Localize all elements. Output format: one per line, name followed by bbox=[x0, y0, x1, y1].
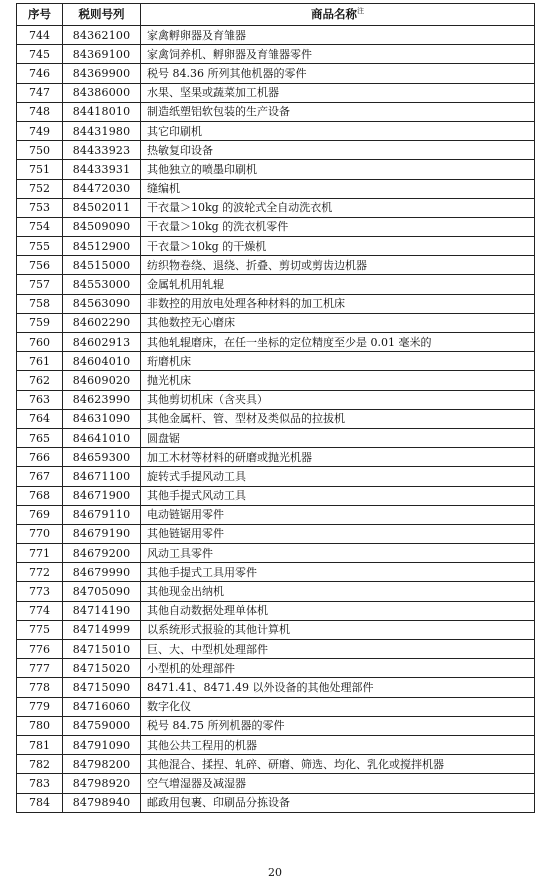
serial-number-cell: 779 bbox=[17, 697, 63, 716]
tariff-code-cell: 84418010 bbox=[63, 102, 141, 121]
commodity-name-cell: 税号 84.36 所列其他机器的零件 bbox=[141, 64, 535, 83]
serial-number-cell: 769 bbox=[17, 505, 63, 524]
commodity-name-cell: 纺织物卷绕、退绕、折叠、剪切或剪齿边机器 bbox=[141, 256, 535, 275]
table-row bbox=[17, 659, 535, 678]
commodity-name-cell: 制造纸塑铝软包装的生产设备 bbox=[141, 102, 535, 121]
tariff-code-cell: 84509090 bbox=[63, 217, 141, 236]
commodity-name-cell: 空气增湿器及减湿器 bbox=[141, 774, 535, 793]
serial-number-cell: 750 bbox=[17, 141, 63, 160]
table-row bbox=[17, 563, 535, 582]
serial-number-cell: 768 bbox=[17, 486, 63, 505]
table-row bbox=[17, 467, 535, 486]
tariff-code-cell: 84433923 bbox=[63, 141, 141, 160]
tariff-code-cell: 84609020 bbox=[63, 371, 141, 390]
header-commodity-name bbox=[141, 4, 535, 26]
commodity-name-cell: 干衣量＞10kg 的干燥机 bbox=[141, 237, 535, 256]
table-header-row bbox=[17, 4, 535, 26]
table-row bbox=[17, 793, 535, 812]
table-row bbox=[17, 217, 535, 236]
commodity-name-cell: 电动链锯用零件 bbox=[141, 505, 535, 524]
serial-number-cell: 784 bbox=[17, 793, 63, 812]
tariff-code-cell: 84362100 bbox=[63, 26, 141, 45]
serial-number-cell: 761 bbox=[17, 352, 63, 371]
serial-number-cell: 751 bbox=[17, 160, 63, 179]
commodity-name-cell: 其他手提式工具用零件 bbox=[141, 563, 535, 582]
serial-number-cell: 749 bbox=[17, 121, 63, 140]
tariff-code-cell: 84431980 bbox=[63, 121, 141, 140]
header-tariff-code: 税则号列 bbox=[63, 4, 141, 26]
serial-number-cell: 757 bbox=[17, 275, 63, 294]
commodity-name-cell: 其他混合、揉捏、轧碎、研磨、筛选、均化、乳化或搅拌机器 bbox=[141, 755, 535, 774]
table-row bbox=[17, 409, 535, 428]
table-row bbox=[17, 141, 535, 160]
tariff-code-cell: 84631090 bbox=[63, 409, 141, 428]
table-row bbox=[17, 601, 535, 620]
commodity-name-cell: 水果、坚果或蔬菜加工机器 bbox=[141, 83, 535, 102]
serial-number-cell: 759 bbox=[17, 313, 63, 332]
table-row bbox=[17, 83, 535, 102]
tariff-code-cell: 84502011 bbox=[63, 198, 141, 217]
tariff-code-cell: 84515000 bbox=[63, 256, 141, 275]
tariff-code-cell: 84714999 bbox=[63, 620, 141, 639]
table-row bbox=[17, 179, 535, 198]
table-row bbox=[17, 486, 535, 505]
commodity-name-cell: 小型机的处理部件 bbox=[141, 659, 535, 678]
tariff-code-cell: 84715010 bbox=[63, 640, 141, 659]
serial-number-cell: 778 bbox=[17, 678, 63, 697]
table-row bbox=[17, 544, 535, 563]
table-row bbox=[17, 582, 535, 601]
serial-number-cell: 777 bbox=[17, 659, 63, 678]
serial-number-cell: 764 bbox=[17, 409, 63, 428]
tariff-code-cell: 84472030 bbox=[63, 179, 141, 198]
tariff-code-cell: 84705090 bbox=[63, 582, 141, 601]
serial-number-cell: 762 bbox=[17, 371, 63, 390]
tariff-code-cell: 84602913 bbox=[63, 333, 141, 352]
serial-number-cell: 771 bbox=[17, 544, 63, 563]
tariff-code-cell: 84386000 bbox=[63, 83, 141, 102]
serial-number-cell: 744 bbox=[17, 26, 63, 45]
serial-number-cell: 756 bbox=[17, 256, 63, 275]
table-row bbox=[17, 275, 535, 294]
tariff-code-cell: 84553000 bbox=[63, 275, 141, 294]
serial-number-cell: 766 bbox=[17, 448, 63, 467]
tariff-table bbox=[16, 3, 535, 813]
table-row bbox=[17, 313, 535, 332]
table-row bbox=[17, 755, 535, 774]
commodity-name-cell: 金属轧机用轧辊 bbox=[141, 275, 535, 294]
header-serial-number: 序号 bbox=[17, 4, 63, 26]
serial-number-cell: 745 bbox=[17, 45, 63, 64]
tariff-code-cell: 84369900 bbox=[63, 64, 141, 83]
table-body bbox=[17, 26, 535, 813]
tariff-code-cell: 84369100 bbox=[63, 45, 141, 64]
tariff-code-cell: 84602290 bbox=[63, 313, 141, 332]
commodity-name-cell: 其他数控无心磨床 bbox=[141, 313, 535, 332]
header-commodity-name-label: 商品名称 bbox=[311, 7, 357, 22]
commodity-name-cell: 数字化仪 bbox=[141, 697, 535, 716]
table-row bbox=[17, 640, 535, 659]
header-note-marker: 注 bbox=[357, 7, 364, 16]
commodity-name-cell: 税号 84.75 所列机器的零件 bbox=[141, 716, 535, 735]
table-row bbox=[17, 524, 535, 543]
serial-number-cell: 765 bbox=[17, 428, 63, 447]
commodity-name-cell: 圆盘锯 bbox=[141, 428, 535, 447]
tariff-code-cell: 84679110 bbox=[63, 505, 141, 524]
serial-number-cell: 781 bbox=[17, 735, 63, 754]
commodity-name-cell: 干衣量＞10kg 的波轮式全自动洗衣机 bbox=[141, 198, 535, 217]
table-row bbox=[17, 716, 535, 735]
serial-number-cell: 775 bbox=[17, 620, 63, 639]
serial-number-cell: 748 bbox=[17, 102, 63, 121]
page-number: 20 bbox=[268, 866, 282, 879]
table-row bbox=[17, 121, 535, 140]
commodity-name-cell: 旋转式手提风动工具 bbox=[141, 467, 535, 486]
table-row bbox=[17, 294, 535, 313]
commodity-name-cell: 缝编机 bbox=[141, 179, 535, 198]
commodity-name-cell: 热敏复印设备 bbox=[141, 141, 535, 160]
serial-number-cell: 754 bbox=[17, 217, 63, 236]
table-row bbox=[17, 45, 535, 64]
tariff-code-cell: 84671100 bbox=[63, 467, 141, 486]
tariff-code-cell: 84791090 bbox=[63, 735, 141, 754]
table-row bbox=[17, 64, 535, 83]
commodity-name-cell: 其他手提式风动工具 bbox=[141, 486, 535, 505]
commodity-name-cell: 家禽饲养机、孵卵器及育雏器零件 bbox=[141, 45, 535, 64]
serial-number-cell: 772 bbox=[17, 563, 63, 582]
serial-number-cell: 752 bbox=[17, 179, 63, 198]
commodity-name-cell: 家禽孵卵器及育雏器 bbox=[141, 26, 535, 45]
tariff-code-cell: 84563090 bbox=[63, 294, 141, 313]
commodity-name-cell: 8471.41、8471.49 以外设备的其他处理部件 bbox=[141, 678, 535, 697]
table-row bbox=[17, 102, 535, 121]
commodity-name-cell: 其他剪切机床（含夹具） bbox=[141, 390, 535, 409]
commodity-name-cell: 其他轧辊磨床，在任一坐标的定位精度至少是 0.01 毫米的 bbox=[141, 333, 535, 352]
table-row bbox=[17, 256, 535, 275]
commodity-name-cell: 非数控的用放电处理各种材料的加工机床 bbox=[141, 294, 535, 313]
table-row bbox=[17, 678, 535, 697]
table-row bbox=[17, 505, 535, 524]
serial-number-cell: 782 bbox=[17, 755, 63, 774]
tariff-code-cell: 84798200 bbox=[63, 755, 141, 774]
tariff-code-cell: 84679190 bbox=[63, 524, 141, 543]
table-row bbox=[17, 774, 535, 793]
commodity-name-cell: 抛光机床 bbox=[141, 371, 535, 390]
serial-number-cell: 767 bbox=[17, 467, 63, 486]
table-row bbox=[17, 735, 535, 754]
commodity-name-cell: 其它印刷机 bbox=[141, 121, 535, 140]
table-row bbox=[17, 371, 535, 390]
commodity-name-cell: 以系统形式报验的其他计算机 bbox=[141, 620, 535, 639]
commodity-name-cell: 其他自动数据处理单体机 bbox=[141, 601, 535, 620]
table-row bbox=[17, 620, 535, 639]
commodity-name-cell: 邮政用包裹、印刷品分拣设备 bbox=[141, 793, 535, 812]
tariff-code-cell: 84679990 bbox=[63, 563, 141, 582]
table-row bbox=[17, 428, 535, 447]
tariff-code-cell: 84798940 bbox=[63, 793, 141, 812]
serial-number-cell: 776 bbox=[17, 640, 63, 659]
serial-number-cell: 760 bbox=[17, 333, 63, 352]
tariff-code-cell: 84659300 bbox=[63, 448, 141, 467]
tariff-code-cell: 84715090 bbox=[63, 678, 141, 697]
commodity-name-cell: 干衣量＞10kg 的洗衣机零件 bbox=[141, 217, 535, 236]
commodity-name-cell: 其他独立的喷墨印刷机 bbox=[141, 160, 535, 179]
serial-number-cell: 770 bbox=[17, 524, 63, 543]
table-row bbox=[17, 237, 535, 256]
tariff-code-cell: 84671900 bbox=[63, 486, 141, 505]
commodity-name-cell: 巨、大、中型机处理部件 bbox=[141, 640, 535, 659]
table-row bbox=[17, 160, 535, 179]
commodity-name-cell: 其他现金出纳机 bbox=[141, 582, 535, 601]
tariff-code-cell: 84623990 bbox=[63, 390, 141, 409]
commodity-name-cell: 其他链锯用零件 bbox=[141, 524, 535, 543]
table-row bbox=[17, 448, 535, 467]
tariff-code-cell: 84512900 bbox=[63, 237, 141, 256]
commodity-name-cell: 风动工具零件 bbox=[141, 544, 535, 563]
commodity-name-cell: 加工木材等材料的研磨或抛光机器 bbox=[141, 448, 535, 467]
serial-number-cell: 783 bbox=[17, 774, 63, 793]
commodity-name-cell: 其他公共工程用的机器 bbox=[141, 735, 535, 754]
tariff-code-cell: 84433931 bbox=[63, 160, 141, 179]
tariff-code-cell: 84714190 bbox=[63, 601, 141, 620]
tariff-code-cell: 84604010 bbox=[63, 352, 141, 371]
serial-number-cell: 773 bbox=[17, 582, 63, 601]
tariff-code-cell: 84716060 bbox=[63, 697, 141, 716]
serial-number-cell: 774 bbox=[17, 601, 63, 620]
serial-number-cell: 758 bbox=[17, 294, 63, 313]
table-row bbox=[17, 390, 535, 409]
tariff-code-cell: 84641010 bbox=[63, 428, 141, 447]
serial-number-cell: 755 bbox=[17, 237, 63, 256]
tariff-code-cell: 84715020 bbox=[63, 659, 141, 678]
serial-number-cell: 780 bbox=[17, 716, 63, 735]
serial-number-cell: 753 bbox=[17, 198, 63, 217]
table-row bbox=[17, 333, 535, 352]
tariff-code-cell: 84679200 bbox=[63, 544, 141, 563]
serial-number-cell: 763 bbox=[17, 390, 63, 409]
table-row bbox=[17, 198, 535, 217]
table-row bbox=[17, 352, 535, 371]
tariff-code-cell: 84798920 bbox=[63, 774, 141, 793]
table-row bbox=[17, 697, 535, 716]
commodity-name-cell: 其他金属杆、管、型材及类似品的拉拔机 bbox=[141, 409, 535, 428]
commodity-name-cell: 珩磨机床 bbox=[141, 352, 535, 371]
tariff-code-cell: 84759000 bbox=[63, 716, 141, 735]
serial-number-cell: 747 bbox=[17, 83, 63, 102]
serial-number-cell: 746 bbox=[17, 64, 63, 83]
table-row bbox=[17, 26, 535, 45]
